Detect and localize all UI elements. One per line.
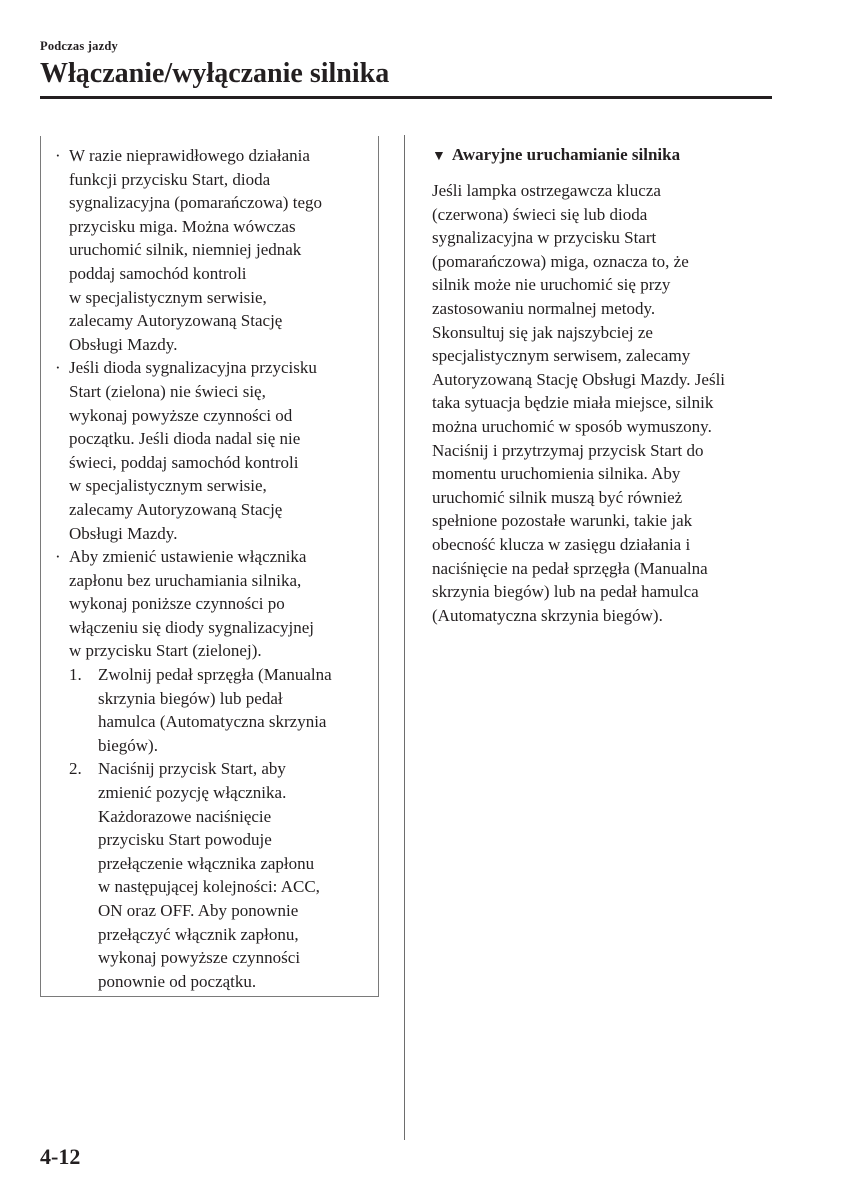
text-line: Jeśli dioda sygnalizacyjna przycisku [69, 358, 317, 378]
page-title: Włączanie/wyłączanie silnika [40, 58, 390, 89]
emergency-start-heading-text: Awaryjne uruchamianie silnika [451, 145, 681, 164]
text-line: Skonsultuj się jak najszybciej ze [432, 322, 653, 342]
triangle-down-icon: ▼ [432, 149, 446, 164]
step-item [69, 757, 372, 993]
text-line: Aby zmienić ustawienie włącznika [69, 547, 307, 567]
title-rule [40, 96, 772, 99]
text-line: przycisku Start powoduje [98, 830, 272, 850]
note-item-text [69, 356, 372, 545]
text-line: uruchomić silnik muszą być również [432, 487, 683, 507]
text-line: Każdorazowe naciśnięcie [98, 806, 272, 826]
text-line: (czerwona) świeci się lub dioda [432, 204, 648, 224]
text-line: wykonaj poniższe czynności po [69, 594, 285, 614]
text-line: ponownie od początku. [98, 971, 257, 991]
text-line: przełączyć włącznik zapłonu, [98, 924, 299, 944]
text-line: (pomarańczowa) miga, oznacza to, że [432, 251, 689, 271]
text-line: przełączenie włącznika zapłonu [98, 853, 315, 873]
text-line: Autoryzowaną Stację Obsługi Mazdy. Jeśli [432, 369, 726, 389]
text-line: momentu uruchomienia silnika. Aby [432, 464, 681, 484]
text-line: sygnalizacyjna w przycisku Start [432, 228, 657, 248]
text-line: spełnione pozostałe warunki, takie jak [432, 511, 693, 531]
text-line: Obsługi Mazdy. [69, 334, 178, 354]
bullet-icon: · [55, 547, 61, 567]
text-line: Obsługi Mazdy. [69, 523, 178, 543]
note-item-text [69, 545, 372, 663]
text-line: w następującej kolejności: ACC, [98, 877, 320, 897]
text-line: Start (zielona) nie świeci się, [69, 381, 266, 401]
page-number: 4-12 [40, 1144, 81, 1169]
step-text [98, 663, 372, 757]
column-divider [404, 135, 405, 1140]
text-line: wykonaj powyższe czynności od [69, 405, 293, 425]
text-line: Jeśli lampka ostrzegawcza klucza [432, 181, 661, 200]
step-item [69, 663, 372, 757]
text-line: wykonaj powyższe czynności [98, 948, 301, 968]
text-line: zalecamy Autoryzowaną Stację [69, 311, 283, 331]
text-line: zalecamy Autoryzowaną Stację [69, 499, 283, 519]
step-text [98, 757, 372, 993]
note-item [52, 144, 372, 356]
note-item [52, 545, 372, 993]
text-line: Zwolnij pedał sprzęgła (Manualna [98, 665, 332, 685]
text-line: zmienić pozycję włącznika. [98, 783, 287, 803]
note-item-text [69, 144, 372, 356]
text-line: naciśnięcie na pedał sprzęgła (Manualna [432, 558, 708, 578]
emergency-start-text [432, 179, 772, 627]
text-line: W razie nieprawidłowego działania [69, 146, 310, 165]
text-line: zastosowaniu normalnej metody. [432, 298, 656, 318]
text-line: zapłonu bez uruchamiania silnika, [69, 570, 302, 590]
text-line: skrzynia biegów) lub na pedał hamulca [432, 582, 699, 602]
text-line: uruchomić silnik, niemniej jednak [69, 240, 302, 260]
text-line: biegów). [98, 735, 158, 755]
text-line: skrzynia biegów) lub pedał [98, 688, 283, 708]
text-line: obecność klucza w zasięgu działania i [432, 534, 691, 554]
text-line: Naciśnij przycisk Start, aby [98, 759, 286, 779]
text-line: w przycisku Start (zielonej). [69, 641, 262, 661]
note-list [52, 144, 372, 993]
text-line: włączeniu się diody sygnalizacyjnej [69, 617, 314, 637]
section-label: Podczas jazdy [40, 39, 118, 53]
step-number: 2. [69, 759, 82, 779]
text-line: sygnalizacyjna (pomarańczowa) tego [69, 193, 322, 213]
step-number: 1. [69, 665, 82, 685]
bullet-icon: · [55, 358, 61, 378]
text-line: specjalistycznym serwisem, zalecamy [432, 346, 691, 366]
step-list [69, 663, 372, 993]
text-line: taka sytuacja będzie miała miejsce, silnik [432, 393, 714, 413]
bullet-icon: · [55, 146, 61, 165]
text-line: (Automatyczna skrzynia biegów). [432, 605, 663, 625]
text-line: przycisku miga. Można wówczas [69, 216, 296, 236]
text-line: funkcji przycisku Start, dioda [69, 169, 271, 189]
text-line: początku. Jeśli dioda nadal się nie [69, 429, 301, 449]
text-line: silnik może nie uruchomić się przy [432, 275, 671, 295]
text-line: hamulca (Automatyczna skrzynia [98, 712, 327, 732]
text-line: Naciśnij i przytrzymaj przycisk Start do [432, 440, 704, 460]
text-line: można uruchomić w sposób wymuszony. [432, 416, 712, 436]
note-item [52, 356, 372, 545]
text-line: w specjalistycznym serwisie, [69, 476, 267, 496]
text-line: świeci, poddaj samochód kontroli [69, 452, 299, 472]
emergency-start-heading [432, 143, 680, 169]
text-line: w specjalistycznym serwisie, [69, 287, 267, 307]
text-line: ON oraz OFF. Aby ponownie [98, 901, 299, 920]
text-line: poddaj samochód kontroli [69, 263, 247, 283]
